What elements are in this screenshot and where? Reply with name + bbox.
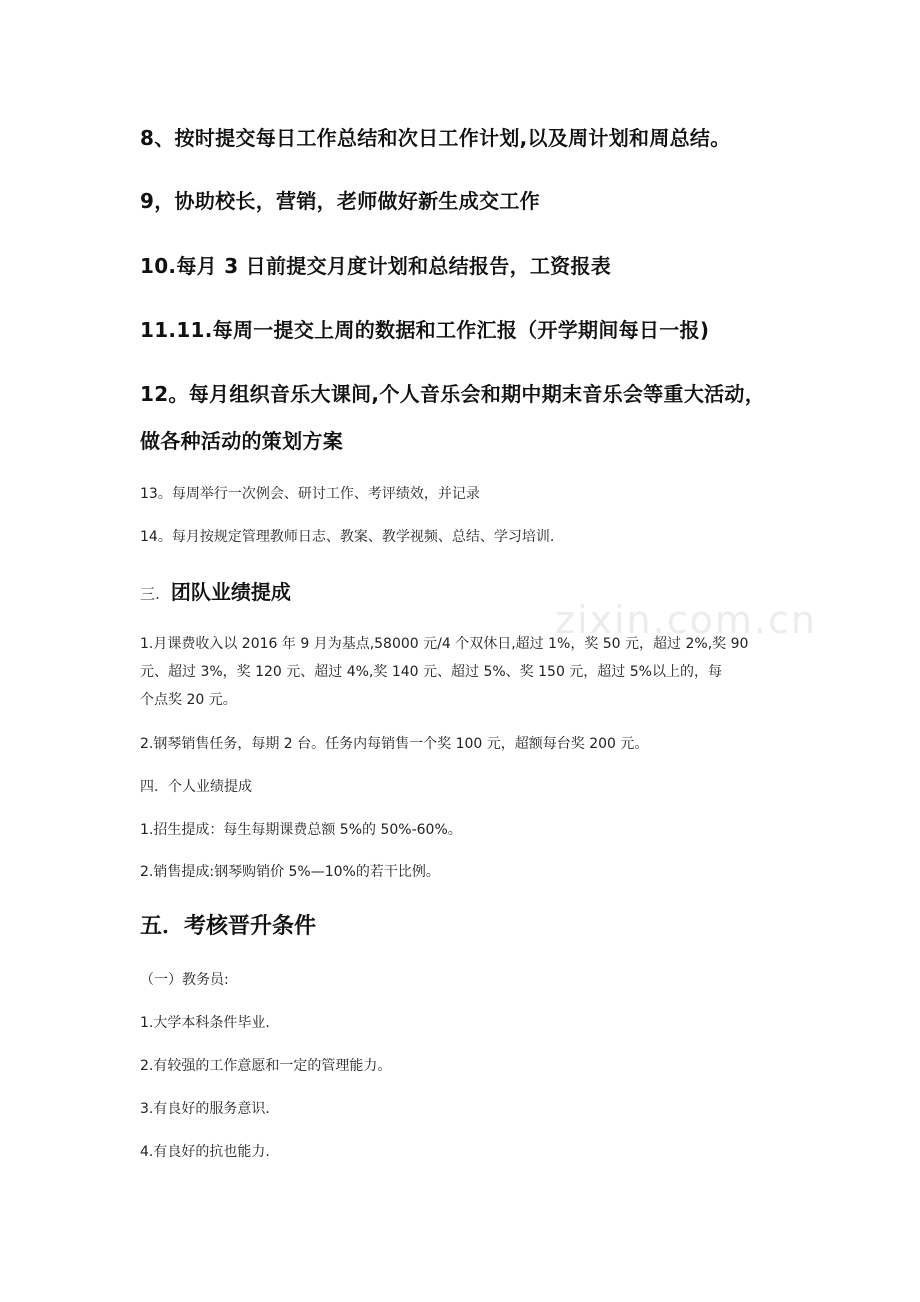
section-5-title: 五．考核晋升条件 bbox=[140, 914, 317, 939]
section-3-p1-line2: 元、超过 3%，奖 120 元、超过 4%,奖 140 元、超过 5%、奖 150 元，超过 5%以上的，每 bbox=[140, 664, 722, 680]
item-9: 9，协助校长，营销，老师做好新生成交工作 bbox=[140, 189, 540, 213]
section-3-p2: 2.钢琴销售任务，每期 2 台。任务内每销售一个奖 100 元，超额每台奖 200 元。 bbox=[140, 736, 649, 752]
section-5-subtitle: （一）教务员: bbox=[140, 972, 229, 988]
item-10: 10.每月 3 日前提交月度计划和总结报告，工资报表 bbox=[140, 254, 612, 278]
section-4-p1: 1.招生提成：每生每期课费总额 5%的 50%-60%。 bbox=[140, 822, 462, 838]
condition-1: 1.大学本科条件毕业. bbox=[140, 1015, 270, 1031]
item-8: 8、按时提交每日工作总结和次日工作计划,以及周计划和周总结。 bbox=[140, 126, 731, 150]
section-4-title: 四．个人业绩提成 bbox=[140, 779, 252, 795]
section-3-p1-line1: 1.月课费收入以 2016 年 9 月为基点,58000 元/4 个双休日,超过 1%，奖 50 元，超过 2%,奖 90 bbox=[140, 636, 749, 652]
item-11: 11.11.每周一提交上周的数据和工作汇报（开学期间每日一报) bbox=[140, 318, 710, 342]
section-3-heading bbox=[140, 576, 291, 605]
condition-2: 2.有较强的工作意愿和一定的管理能力。 bbox=[140, 1058, 392, 1074]
condition-3: 3.有良好的服务意识. bbox=[140, 1101, 270, 1117]
condition-4: 4.有良好的抗也能力. bbox=[140, 1144, 270, 1160]
watermark: zixin.com.cn bbox=[555, 598, 817, 642]
section-3-p1-line3: 个点奖 20 元。 bbox=[140, 692, 237, 708]
item-14: 14。每月按规定管理教师日志、教案、教学视频、总结、学习培训. bbox=[140, 529, 555, 545]
item-12-line1: 12。每月组织音乐大课间,个人音乐会和期中期末音乐会等重大活动， bbox=[140, 382, 766, 406]
section-3-title: 团队业绩提成 bbox=[170, 580, 291, 604]
item-13: 13。每周举行一次例会、研讨工作、考评绩效，并记录 bbox=[140, 486, 480, 502]
item-12-line2: 做各种活动的策划方案 bbox=[140, 429, 343, 453]
section-3-number: 三. bbox=[140, 585, 160, 603]
section-4-p2: 2.销售提成:钢琴购销价 5%—10%的若干比例。 bbox=[140, 864, 440, 880]
